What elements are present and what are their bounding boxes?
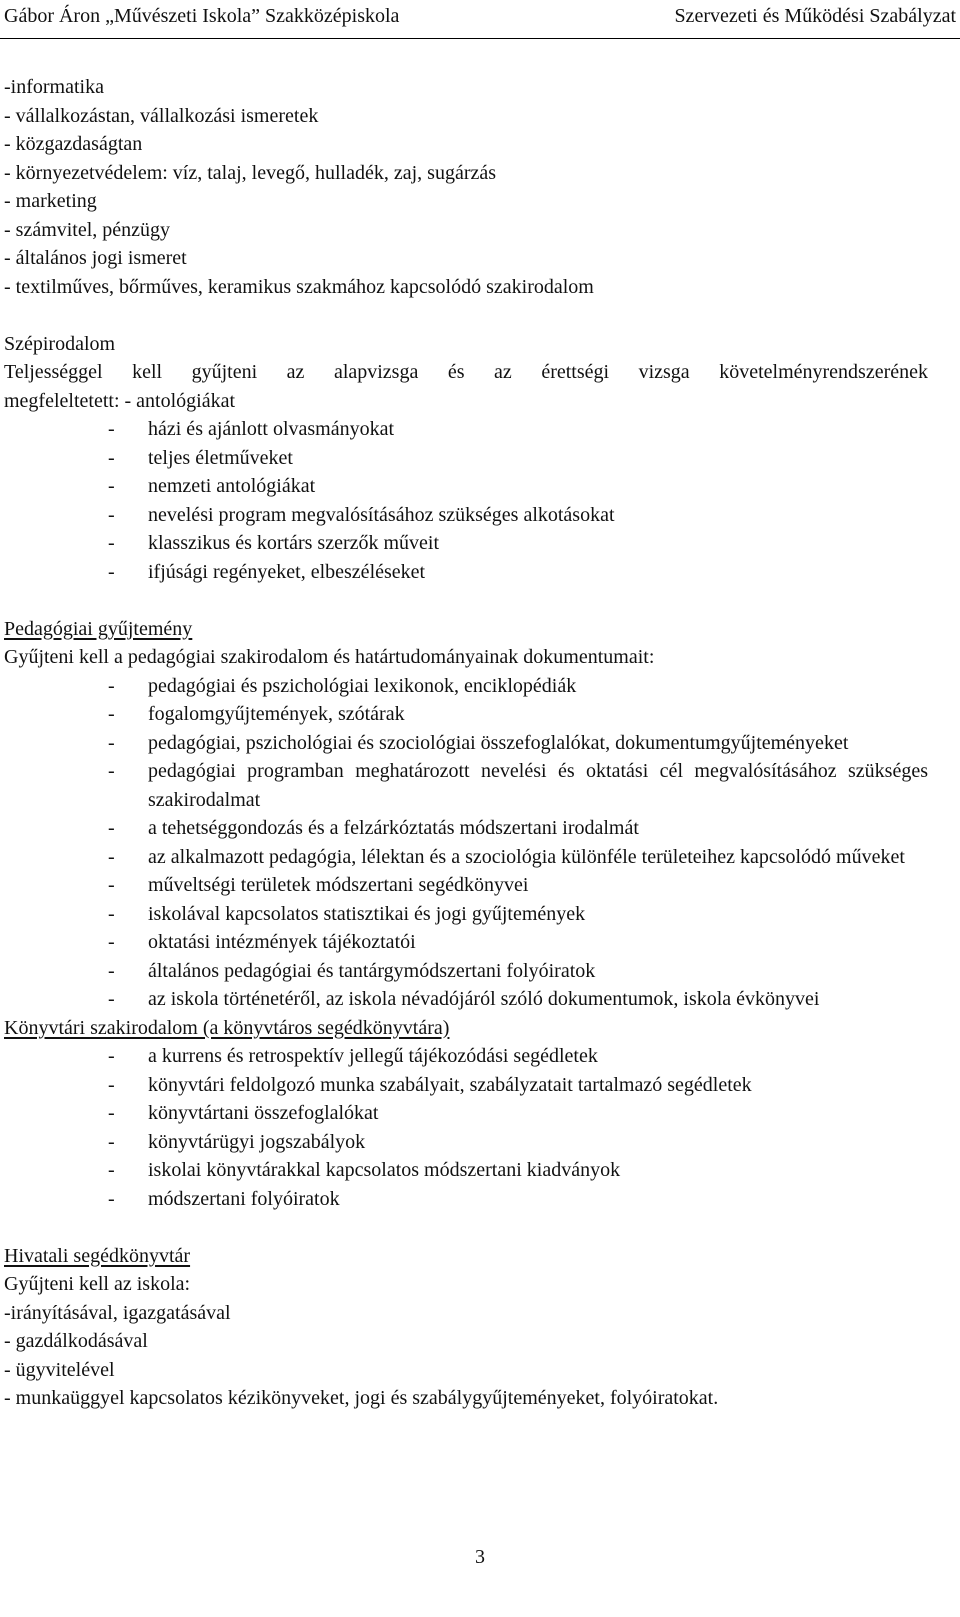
section-title: Hivatali segédkönyvtár [4,1244,191,1267]
page-header [4,2,956,30]
section-intro: Gyűjteni kell a pedagógiai szakirodalom és határtudományainak dokumentumait: [4,646,655,668]
list-item: - házi és ajánlott olvasmányokat [108,418,395,440]
list-item: - textilműves, bőrműves, keramikus szakmához kapcsolódó szakirodalom [4,275,594,298]
document-body [4,73,928,1413]
list-item: - az iskola történetéről, az iskola névadójáról szóló dokumentumok, iskola évkönyvei [108,988,820,1010]
list-item: - pedagógiai és pszichológiai lexikonok, enciklopédiák [108,674,577,697]
list-item: - általános jogi ismeret [4,247,187,269]
list-item: - a tehetséggondozás és a felzárkóztatás módszertani irodalmát [108,817,639,839]
list-item: -informatika [4,76,104,98]
list-item: - munkaüggyel kapcsolatos kézikönyveket, jogi és szabálygyűjteményeket, folyóiratokat. [4,1387,719,1409]
list-item: - fogalomgyűjtemények, szótárak [108,703,405,725]
list-item: - közgazdaságtan [4,133,143,155]
list-item: - könyvtárügyi jogszabályok [108,1130,366,1153]
section-hivatali [4,1242,928,1413]
paragraph-line: megfeleltetett: - antológiákat [4,389,236,412]
list-item: - ifjúsági regényeket, elbeszéléseket [108,560,426,583]
section-title: Szépirodalom [4,332,116,355]
list-item: - a kurrens és retrospektív jellegű tájékozódási segédletek [108,1045,598,1067]
list-item: - nevelési program megvalósításához szükséges alkotásokat [108,503,615,526]
list-item: - oktatási intézmények tájékoztatói [108,931,416,953]
list-item: - könyvtártani összefoglalókat [108,1102,379,1124]
section-intro: Gyűjteni kell az iskola: [4,1273,191,1295]
section-title: Könyvtári szakirodalom (a könyvtáros segédkönyvtára) [4,1016,450,1039]
section-szepirodalom [4,330,928,587]
intro-list [4,73,928,301]
list-item: - nemzeti antológiákat [108,475,316,497]
list-item: - teljes életműveket [108,446,293,469]
list-item: - az alkalmazott pedagógia, lélektan és a szociológia különféle területeihez kapcsolódó műveket [108,845,905,868]
section-pedagogiai [4,615,928,1014]
header-divider [0,38,960,39]
section-title: Pedagógiai gyűjtemény [4,617,193,640]
list-item: - pedagógiai, pszichológiai és szociológiai összefoglalókat, dokumentumgyűjteményeket [108,731,849,754]
list-item: - környezetvédelem: víz, talaj, levegő, hulladék, zaj, sugárzás [4,161,497,184]
list-item: - módszertani folyóiratok [108,1187,340,1210]
header-school-name: Gábor Áron „Művészeti Iskola” Szakközépiskola [4,5,400,27]
list-item: - általános pedagógiai és tantárgymódszertani folyóiratok [108,959,596,982]
list-item: - gazdálkodásával [4,1330,148,1352]
list-item: - műveltségi területek módszertani segédkönyvei [108,874,529,896]
list-item: - klasszikus és kortárs szerzők műveit [108,532,440,554]
paragraph-line: Teljességgel kell gyűjteni az alapvizsga és az érettségi vizsga követelményrendszerének [4,361,928,383]
list-item: - könyvtári feldolgozó munka szabályait, szabályzatait tartalmazó segédletek [108,1073,752,1096]
list-item: -irányításával, igazgatásával [4,1301,231,1324]
list-item: - iskolával kapcsolatos statisztikai és jogi gyűjtemények [108,902,586,925]
list-item: - marketing [4,190,97,212]
list-item: - pedagógiai programban meghatározott nevelési és oktatási cél megvalósításához szükséges szakirodalmat [108,760,928,811]
list-item: - vállalkozástan, vállalkozási ismeretek [4,104,319,127]
list-item: - iskolai könyvtárakkal kapcsolatos módszertani kiadványok [108,1159,621,1181]
header-document-title: Szervezeti és Működési Szabályzat [674,5,956,27]
section-konyvtari [4,1014,928,1214]
list-item: - ügyvitelével [4,1358,115,1381]
page-number: 3 [475,1546,485,1568]
list-item: - számvitel, pénzügy [4,218,171,241]
